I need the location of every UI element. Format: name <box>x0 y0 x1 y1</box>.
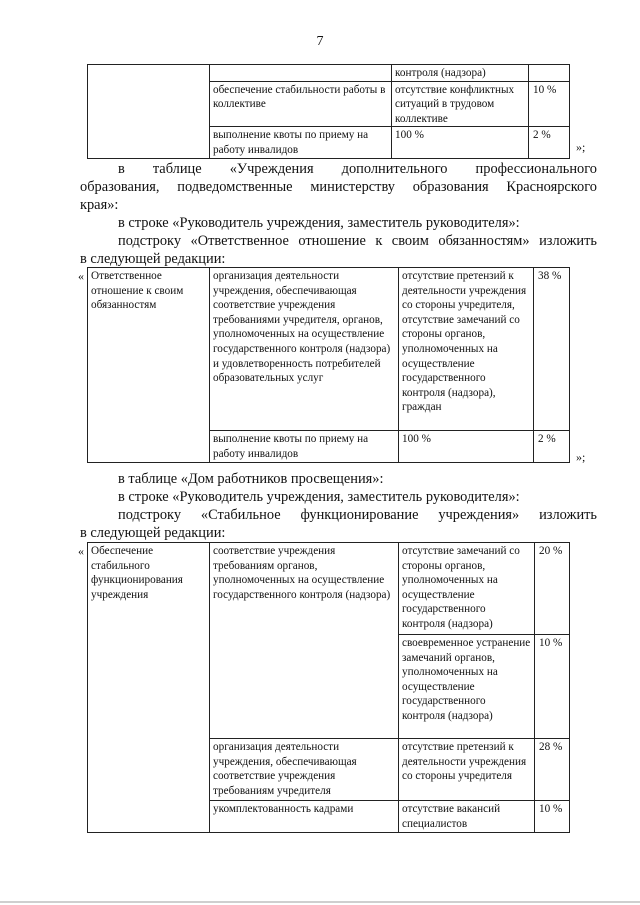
word: «Учреждения <box>229 161 314 177</box>
table-row <box>88 268 570 431</box>
word: дополнительного <box>341 161 448 177</box>
table-cell: выполнение квоты по приему на работу инвалидов <box>210 127 392 159</box>
table-continuation <box>87 64 570 159</box>
closing-quote: »; <box>576 140 586 154</box>
opening-quote: « <box>78 269 84 283</box>
table-cell: 38 % <box>534 268 570 431</box>
opening-quote: « <box>78 544 84 558</box>
table-cell: 28 % <box>535 739 570 801</box>
word: в <box>118 161 125 177</box>
paragraph-line: в следующей редакции: <box>80 525 226 541</box>
table-cell <box>529 65 570 82</box>
scan-edge-divider <box>0 901 640 903</box>
table-cell: Обеспечение стабильного функционирования учреждения <box>88 543 210 833</box>
table-cell: 100 % <box>392 127 529 159</box>
table-cell: 10 % <box>535 635 570 739</box>
table-cell: соответствие учреждения требованиям органов, уполномоченных на осуществление государственного контроля (надзора) <box>210 543 399 739</box>
table-cell: отсутствие конфликтных ситуаций в трудовом коллективе <box>392 81 529 127</box>
paragraph-line: подстроку «Стабильное функционирование учреждения» изложить <box>118 507 597 523</box>
table-cell: организация деятельности учреждения, обеспечивающая соответствие учреждения требованиями учредителя, органов, уполномоченных на осуществление государственного контроля (надзора) и удовлетворенность потребителей образовательных услуг <box>210 268 399 431</box>
paragraph-line: в следующей редакции: <box>80 251 226 267</box>
word: таблице <box>152 161 202 177</box>
table-cell: контроля (надзора) <box>392 65 529 82</box>
table-cell: выполнение квоты по приему на работу инвалидов <box>210 431 399 463</box>
table-cell: отсутствие претензий к деятельности учреждения со стороны учредителя, отсутствие замечаний со стороны органов, уполномоченных на осуществление государственного контроля (надзора), граждан <box>399 268 534 431</box>
paragraph-subrow <box>80 232 597 268</box>
table-cell: Ответственное отношение к своим обязанностям <box>88 268 210 463</box>
table-cell: отсутствие вакансий специалистов <box>399 801 535 833</box>
table-cell: 100 % <box>399 431 534 463</box>
paragraph-subrow <box>80 506 597 542</box>
paragraph-row: в строке «Руководитель учреждения, заместитель руководителя»: <box>118 215 520 231</box>
page-number: 7 <box>316 34 324 49</box>
paragraph-line: края»: <box>80 197 119 213</box>
table-cell: укомплектованность кадрами <box>210 801 399 833</box>
table-row <box>88 543 570 635</box>
closing-quote: »; <box>576 450 586 464</box>
table-cell: 10 % <box>535 801 570 833</box>
table-cell: 10 % <box>529 81 570 127</box>
paragraph-table-title <box>80 160 597 214</box>
table-responsible-attitude <box>87 267 570 463</box>
paragraph-line: подстроку «Ответственное отношение к своим обязанностям» изложить <box>118 233 597 249</box>
table-cell: отсутствие замечаний со стороны органов, уполномоченных на осуществление государственного контроля (надзора) <box>399 543 535 635</box>
table-cell <box>210 65 392 82</box>
paragraph-row: в строке «Руководитель учреждения, заместитель руководителя»: <box>118 489 520 505</box>
table-cell: 2 % <box>529 127 570 159</box>
table-cell: 2 % <box>534 431 570 463</box>
table-cell <box>88 65 210 159</box>
table-stable-functioning <box>87 542 570 833</box>
table-row <box>88 65 570 82</box>
paragraph-table-title: в таблице «Дом работников просвещения»: <box>118 471 384 487</box>
word: профессионального <box>475 161 597 177</box>
table-cell: своевременное устранение замечаний органов, уполномоченных на осуществление государственного контроля (надзора) <box>399 635 535 739</box>
table-cell: 20 % <box>535 543 570 635</box>
table-cell: организация деятельности учреждения, обеспечивающая соответствие учреждения требованиям учредителя <box>210 739 399 801</box>
table-cell: отсутствие претензий к деятельности учреждения со стороны учредителя <box>399 739 535 801</box>
table-cell: обеспечение стабильности работы в коллективе <box>210 81 392 127</box>
paragraph-line: образования, подведомственные министерству образования Красноярского <box>80 179 597 195</box>
